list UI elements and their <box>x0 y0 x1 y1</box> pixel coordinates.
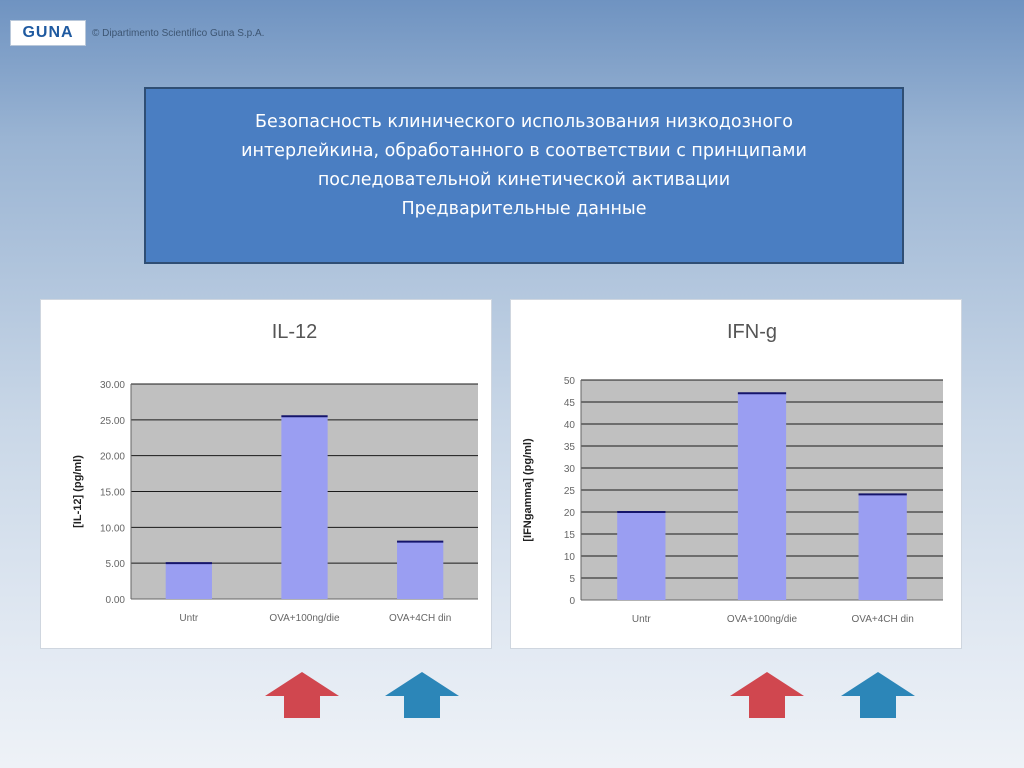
up-arrow-blue-icon <box>841 672 915 718</box>
y-tick-label: 45 <box>563 398 575 409</box>
x-category-label: OVA+100ng/die <box>726 614 798 625</box>
logo-text: GUNA <box>22 24 74 41</box>
y-tick-label: 10.00 <box>99 523 125 535</box>
ifng-chart-panel <box>510 299 962 649</box>
il12-chart-panel <box>40 299 492 649</box>
up-arrow-blue-icon <box>385 672 459 718</box>
ifng-chart <box>511 300 963 650</box>
y-tick-label: 5.00 <box>105 559 125 571</box>
bar <box>166 563 212 599</box>
y-tick-label: 10 <box>563 552 575 563</box>
y-tick-label: 35 <box>563 442 575 453</box>
title-line-3: последовательной кинетической активации <box>317 169 731 190</box>
y-tick-label: 15 <box>563 530 575 541</box>
title-line-1: Безопасность клинического использования низкодозного <box>255 111 793 132</box>
chart-title: IL-12 <box>271 321 318 343</box>
y-tick-label: 20 <box>563 508 575 519</box>
chart-title: IFN-g <box>727 321 777 343</box>
y-tick-label: 30 <box>563 464 575 475</box>
bar <box>859 494 907 600</box>
y-tick-label: 50 <box>563 376 575 387</box>
x-category-label: OVA+4CH din <box>388 613 452 624</box>
y-tick-label: 40 <box>563 420 575 431</box>
bar <box>738 393 786 600</box>
y-axis-label: [IFNgamma] (pg/ml) <box>522 438 534 542</box>
y-tick-label: 0 <box>569 596 575 607</box>
x-category-label: OVA+4CH din <box>851 614 914 625</box>
y-tick-label: 15.00 <box>99 487 125 499</box>
y-tick-label: 0.00 <box>105 595 125 606</box>
bar <box>397 542 443 599</box>
header-bar <box>10 20 264 46</box>
il12-chart <box>41 300 493 650</box>
title-line-2: интерлейкина, обработанного в соответствии с принципами <box>241 140 807 161</box>
arrow-shape <box>385 672 459 718</box>
title-line-4: Предварительные данные <box>401 198 647 219</box>
y-axis-label: [IL-12] (pg/ml) <box>72 455 84 528</box>
up-arrow-red-icon <box>265 672 339 718</box>
slide-title-box <box>144 87 904 264</box>
guna-logo <box>10 20 86 46</box>
bar <box>281 416 327 599</box>
y-tick-label: 25 <box>563 486 575 497</box>
bar <box>617 512 665 600</box>
x-category-label: Untr <box>631 614 651 625</box>
arrow-shape <box>265 672 339 718</box>
copyright-text: © Dipartimento Scientifico Guna S.p.A. <box>92 27 265 39</box>
y-tick-label: 5 <box>569 574 575 585</box>
x-category-label: Untr <box>179 613 199 624</box>
x-category-label: OVA+100ng/die <box>269 613 340 624</box>
y-tick-label: 30.00 <box>99 380 125 391</box>
y-tick-label: 20.00 <box>99 451 125 463</box>
y-tick-label: 25.00 <box>99 415 125 427</box>
up-arrow-red-icon <box>730 672 804 718</box>
arrow-shape <box>841 672 915 718</box>
arrow-shape <box>730 672 804 718</box>
